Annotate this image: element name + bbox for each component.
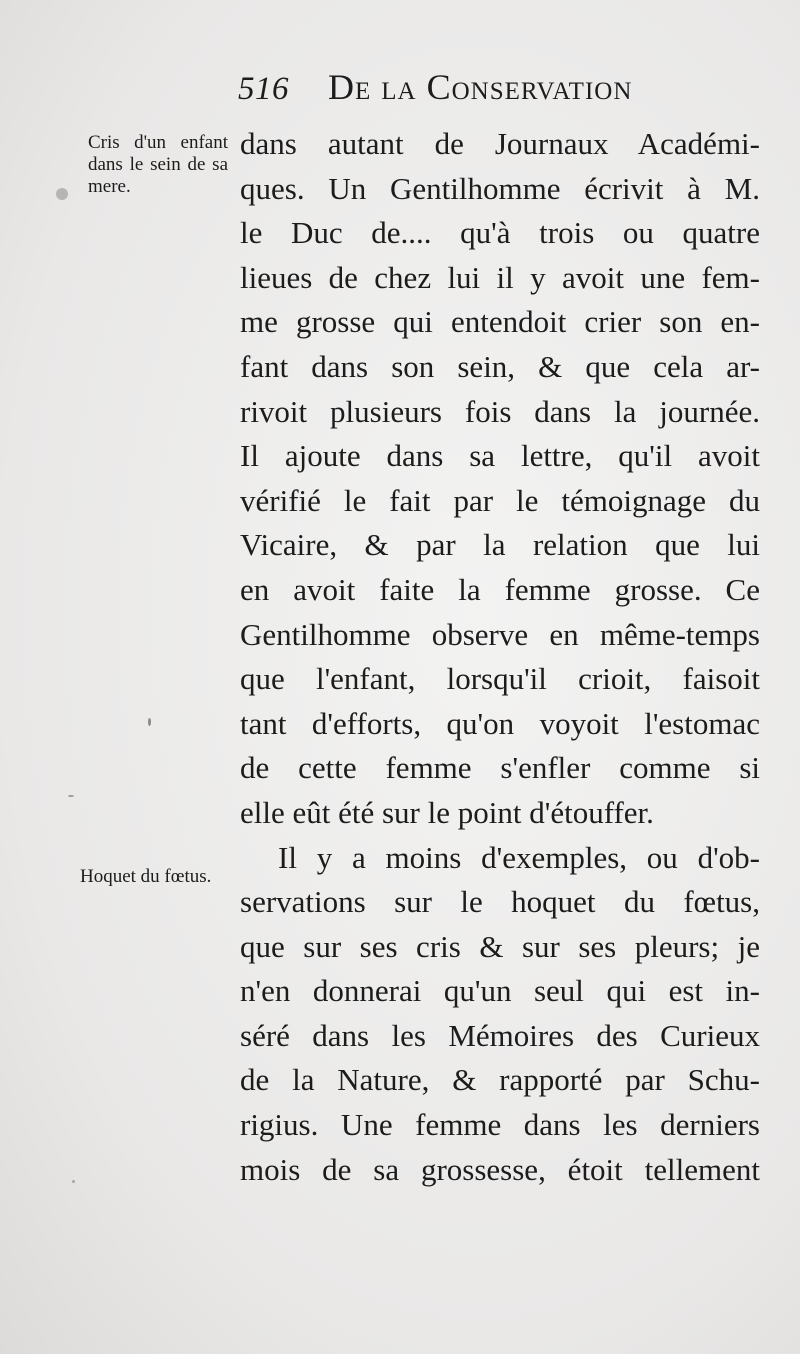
- text-line: servations sur le hoquet du fœtus,: [240, 884, 760, 920]
- text-line: que sur ses cris & sur ses pleurs; je: [240, 928, 760, 964]
- text-line: Il ajoute dans sa lettre, qu'il avoit: [240, 438, 760, 474]
- body-text: [240, 122, 760, 1192]
- text-line: me grosse qui entendoit crier son en-: [240, 304, 760, 340]
- text-line: de la Nature, & rapporté par Schu-: [240, 1062, 760, 1098]
- text-line: ques. Un Gentilhomme écrivit à M.: [240, 170, 760, 206]
- text-line: rigius. Une femme dans les derniers: [240, 1107, 760, 1143]
- paper-speck: [148, 718, 151, 726]
- margin-note-cris: Cris d'un enfant dans le sein de sa mere.: [88, 132, 228, 197]
- text-line: fant dans son sein, & que cela ar-: [240, 348, 760, 384]
- margin-note-hoquet: Hoquet du fœtus.: [80, 866, 212, 887]
- page-number: 516: [238, 71, 289, 107]
- text-line: en avoit faite la femme grosse. Ce: [240, 571, 760, 607]
- paper-speck: [56, 188, 68, 200]
- text-line: que l'enfant, lorsqu'il crioit, faisoit: [240, 661, 760, 697]
- text-line: lieues de chez lui il y avoit une fem-: [240, 259, 760, 295]
- text-line: mois de sa grossesse, étoit tellement: [240, 1151, 760, 1187]
- text-line: de cette femme s'enfler comme si: [240, 750, 760, 786]
- running-title: De la Conservation: [328, 67, 633, 107]
- text-line: tant d'efforts, qu'on voyoit l'estomac: [240, 705, 760, 741]
- text-line: Vicaire, & par la relation que lui: [240, 527, 760, 563]
- text-line: n'en donnerai qu'un seul qui est in-: [240, 973, 760, 1009]
- paper-speck: [72, 1180, 75, 1183]
- text-line: Gentilhomme observe en même-temps: [240, 616, 760, 652]
- text-line: séré dans les Mémoires des Curieux: [240, 1017, 760, 1053]
- text-line: Il y a moins d'exemples, ou d'ob-: [278, 839, 760, 875]
- text-line: dans autant de Journaux Académi-: [240, 126, 760, 161]
- text-line: rivoit plusieurs fois dans la journée.: [240, 393, 760, 429]
- paper-speck: [68, 795, 74, 797]
- text-line: le Duc de.... qu'à trois ou quatre: [240, 215, 760, 251]
- page-header: [238, 66, 708, 116]
- text-line: elle eût été sur le point d'étouffer.: [240, 794, 654, 830]
- text-line: vérifié le fait par le témoignage du: [240, 482, 760, 518]
